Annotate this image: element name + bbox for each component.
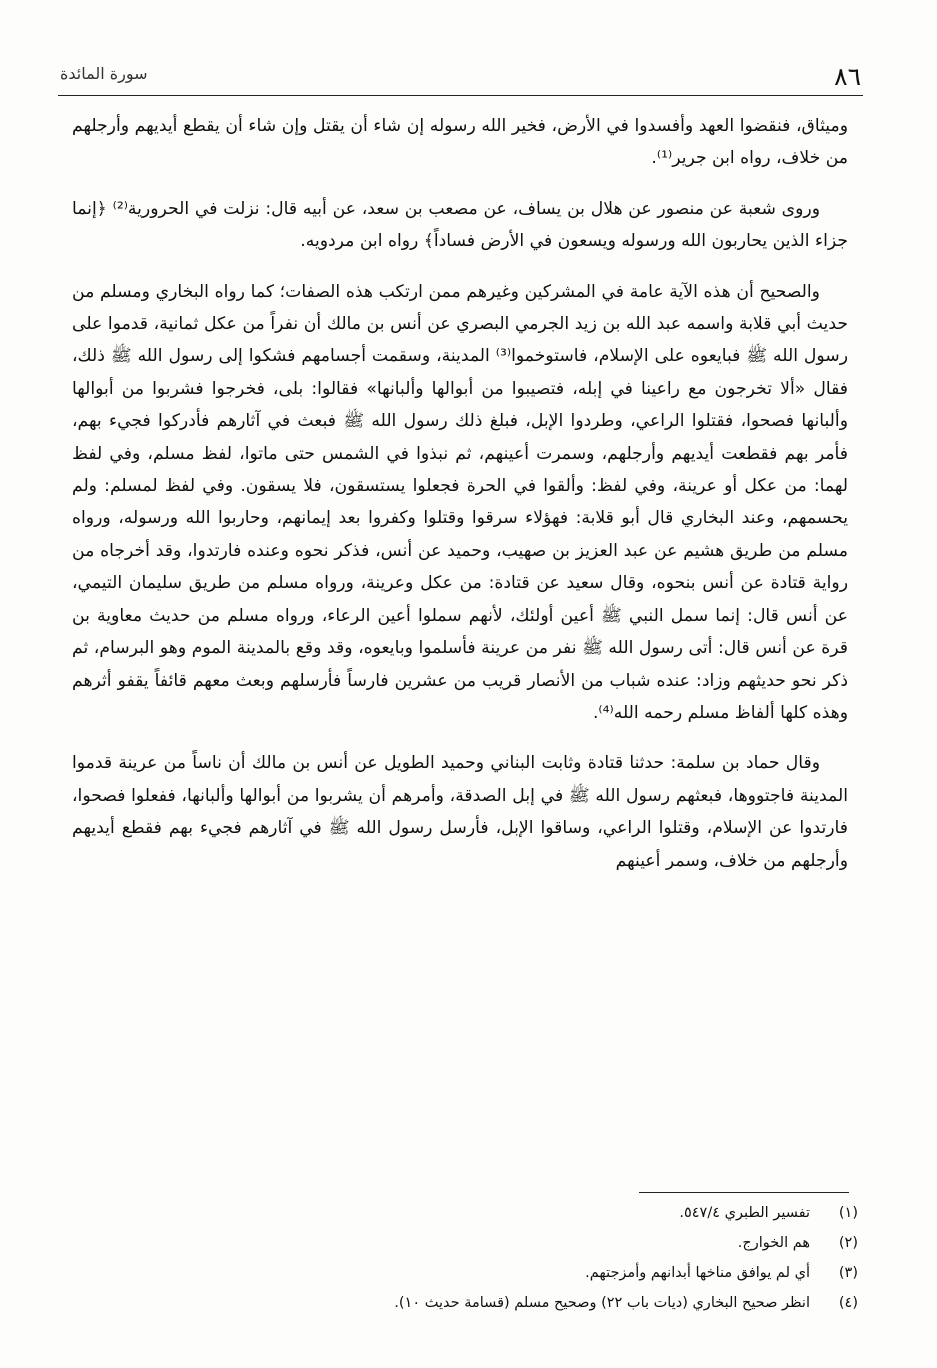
footnote-text: تفسير الطبري ٥٤٧/٤. <box>679 1205 810 1221</box>
footnote-number: (٢) <box>838 1235 858 1251</box>
footnote-number: (١) <box>838 1205 858 1221</box>
footnote-number: (٣) <box>838 1265 858 1281</box>
footnote-item <box>72 1228 858 1258</box>
footnote-text: هم الخوارج. <box>737 1235 810 1251</box>
footnote-text: انظر صحيح البخاري (ديات باب ٢٢) وصحيح مسلم (قسامة حديث ١٠). <box>394 1295 810 1311</box>
paragraph: وميثاق، فنقضوا العهد وأفسدوا في الأرض، فخير الله رسوله إن شاء أن يقتل وإن شاء أن يقطع أيديهم وأرجلهم من خلاف، رواه ابن جرير⁽¹⁾. <box>72 116 848 169</box>
paragraph: والصحيح أن هذه الآية عامة في المشركين وغيرهم ممن ارتكب هذه الصفات؛ كما رواه البخاري ومسلم من حديث أبي قلابة واسمه عبد الله بن زيد الجرمي البصري عن أنس بن مالك أن نفراً من عكل ثمانية، قدموا على رسول الله ﷺ فبايعوه على الإسلام، فاستوخموا⁽³⁾ المدينة، وسقمت أجسامهم فشكوا إلى رسول الله ﷺ ذلك، فقال «ألا تخرجون مع راعينا في إبله، فتصيبوا من أبوالها وألبانها» فقالوا: بلى، فخرجوا فشربوا من أبوالها وألبانها فصحوا، فقتلوا الراعي، وطردوا الإبل، فبلغ ذلك رسول الله ﷺ فبعث في آثارهم فأدركوا فجيء بهم، فأمر بهم فقطعت أيديهم وأرجلهم، وسمرت أعينهم، ثم نبذوا في الشمس حتى ماتوا، لفظ مسلم، وفي لفظ لهما: من عكل أو عرينة، وفي لفظ: وألقوا في الحرة فجعلوا يستسقون، فلا يسقون. وفي لفظ لمسلم: ولم يحسمهم، وعند البخاري قال أبو قلابة: فهؤلاء سرقوا وقتلوا وكفروا بعد إيمانهم، وحاربوا الله ورسوله، ورواه مسلم من طريق هشيم عن عبد العزيز بن صهيب، وحميد عن أنس، فذكر نحوه وعنده فارتدوا، وقد أخرجاه من رواية قتادة عن أنس بنحوه، وقال سعيد عن قتادة: من عكل وعرينة، ورواه مسلم من طريق سليمان التيمي، عن أنس قال: إنما سمل النبي ﷺ أعين أولئك، لأنهم سملوا أعين الرعاء، ورواه مسلم من حديث معاوية بن قرة عن أنس قال: أتى رسول الله ﷺ نفر من عرينة فأسلموا وبايعوه، وقد وقع بالمدينة الموم وهو البرسام، ثم ذكر نحو حديثهم وزاد: عنده شباب من الأنصار قريب من عشرين فارساً فأرسلهم وبعث معهم قائفاً يقفو أثرهم وهذه كلها ألفاظ مسلم رحمه الله⁽⁴⁾. <box>72 281 849 723</box>
footnote-item <box>72 1258 858 1288</box>
running-title: سورة المائدة <box>60 64 148 83</box>
paragraph: وروى شعبة عن منصور عن هلال بن يساف، عن مصعب بن سعد، عن أبيه قال: نزلت في الحرورية⁽²⁾ ﴿إنما جزاء الذين يحاربون الله ورسوله ويسعون في الأرض فساداً﴾ رواه ابن مردويه. <box>72 198 848 252</box>
page-header <box>58 62 863 92</box>
footnote-text: أي لم يوافق مناخها أبدانهم وأمزجتهم. <box>585 1265 810 1281</box>
footnote-number: (٤) <box>838 1295 858 1311</box>
main-text <box>72 110 848 877</box>
footnotes <box>72 1198 858 1318</box>
footnote-item <box>72 1198 858 1228</box>
header-rule <box>58 95 863 96</box>
footnote-rule <box>639 1192 849 1193</box>
paragraph: وقال حماد بن سلمة: حدثنا قتادة وثابت البناني وحميد الطويل عن أنس بن مالك أن ناساً من عرينة قدموا المدينة فاجتووها، فبعثهم رسول الله ﷺ في إبل الصدقة، وأمرهم أن يشربوا من أبوالها وألبانها، ففعلوا فصحوا، فارتدوا عن الإسلام، وقتلوا الراعي، وساقوا الإبل، فأرسل رسول الله ﷺ في آثارهم فجيء بهم فقطع أيديهم وأرجلهم من خلاف، وسمر أعينهم <box>72 753 848 871</box>
page-number: ٨٦ <box>834 62 861 91</box>
footnote-item <box>72 1288 858 1318</box>
